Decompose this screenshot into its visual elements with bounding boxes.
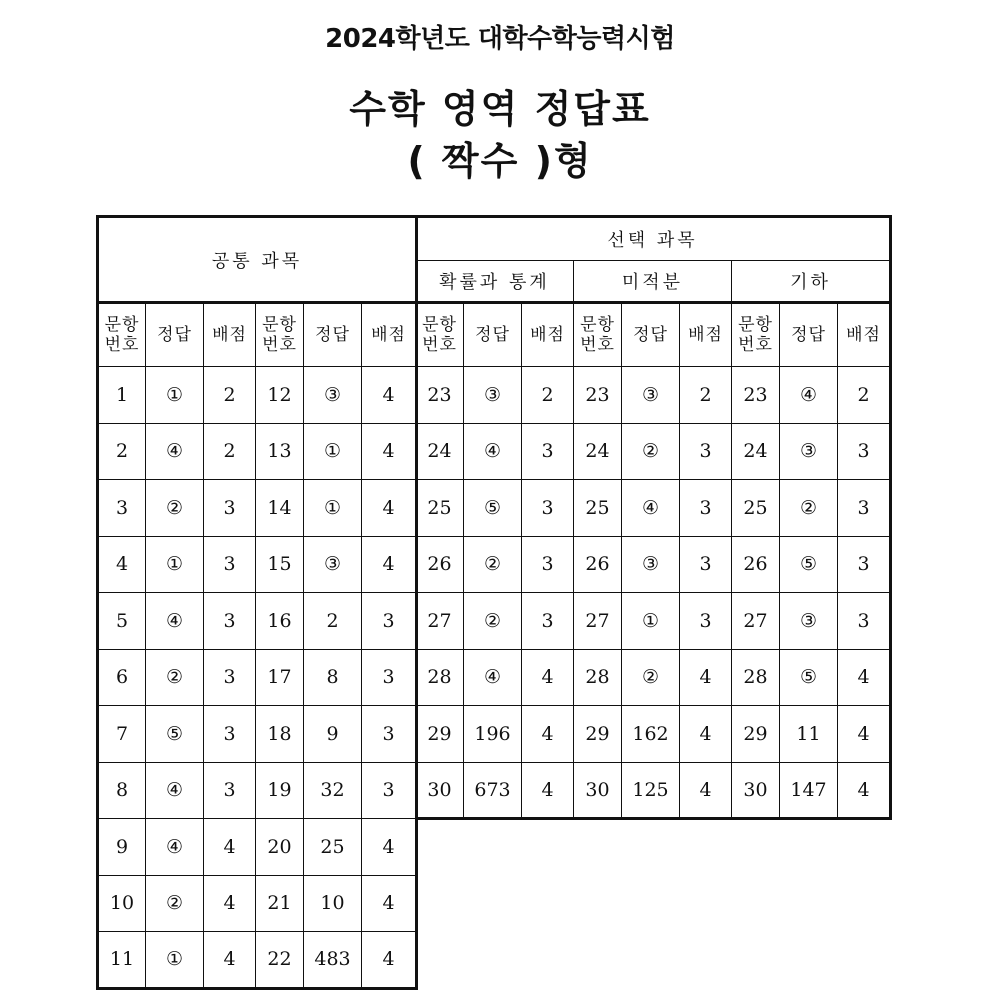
cell-points: 3 (680, 480, 732, 537)
cell-question-number: 24 (574, 423, 622, 480)
cell-points: 2 (680, 367, 732, 424)
column-header-answer: 정답 (464, 303, 522, 367)
cell-points: 4 (680, 706, 732, 763)
answer-row (98, 649, 417, 706)
cell-question-number: 29 (416, 706, 464, 763)
cell-answer: ② (622, 649, 680, 706)
cell-answer: ① (146, 932, 204, 989)
cell-points: 3 (204, 536, 256, 593)
cell-question-number: 30 (574, 762, 622, 819)
cell-answer: 11 (780, 706, 838, 763)
cell-answer: ② (780, 480, 838, 537)
cell-answer: ③ (304, 536, 362, 593)
cell-answer: ④ (146, 423, 204, 480)
cell-question-number: 26 (732, 536, 780, 593)
cell-answer: ③ (622, 536, 680, 593)
cell-question-number: 9 (98, 819, 146, 876)
answer-row (98, 536, 417, 593)
cell-answer: 147 (780, 762, 838, 819)
cell-points: 3 (838, 480, 891, 537)
cell-answer: ④ (464, 423, 522, 480)
cell-answer: 196 (464, 706, 522, 763)
cell-question-number: 11 (98, 932, 146, 989)
cell-points: 3 (362, 706, 417, 763)
cell-question-number: 29 (732, 706, 780, 763)
cell-points: 3 (838, 423, 891, 480)
cell-points: 3 (362, 649, 417, 706)
cell-points: 3 (522, 593, 574, 650)
cell-points: 4 (204, 875, 256, 932)
cell-points: 4 (680, 649, 732, 706)
answer-row (98, 875, 417, 932)
cell-points: 2 (838, 367, 891, 424)
answer-row (416, 706, 891, 763)
column-header-answer: 정답 (304, 303, 362, 367)
cell-points: 2 (522, 367, 574, 424)
cell-points: 4 (680, 762, 732, 819)
cell-points: 4 (362, 819, 417, 876)
cell-question-number: 25 (732, 480, 780, 537)
cell-points: 3 (680, 593, 732, 650)
column-header-question-number: 문항 번호 (416, 303, 464, 367)
cell-points: 4 (838, 762, 891, 819)
cell-question-number: 6 (98, 649, 146, 706)
cell-answer: ④ (780, 367, 838, 424)
cell-answer: ② (464, 536, 522, 593)
cell-points: 4 (362, 367, 417, 424)
subject-calculus: 미적분 (574, 261, 732, 303)
cell-question-number: 28 (732, 649, 780, 706)
answer-row (98, 819, 417, 876)
cell-points: 4 (838, 649, 891, 706)
common-subject-header: 공통 과목 (98, 217, 417, 303)
cell-question-number: 27 (574, 593, 622, 650)
cell-points: 4 (204, 932, 256, 989)
cell-points: 4 (204, 819, 256, 876)
column-header-answer: 정답 (622, 303, 680, 367)
cell-answer: ① (622, 593, 680, 650)
cell-answer: 673 (464, 762, 522, 819)
column-header-question-number: 문항 번호 (732, 303, 780, 367)
cell-question-number: 25 (416, 480, 464, 537)
cell-answer: 32 (304, 762, 362, 819)
cell-answer: 25 (304, 819, 362, 876)
cell-question-number: 4 (98, 536, 146, 593)
cell-points: 3 (522, 480, 574, 537)
cell-question-number: 13 (256, 423, 304, 480)
cell-question-number: 1 (98, 367, 146, 424)
column-header-question-number: 문항 번호 (256, 303, 304, 367)
cell-points: 3 (838, 593, 891, 650)
cell-points: 3 (522, 536, 574, 593)
cell-points: 3 (838, 536, 891, 593)
cell-points: 4 (362, 423, 417, 480)
cell-answer: ③ (464, 367, 522, 424)
cell-points: 4 (362, 875, 417, 932)
cell-question-number: 25 (574, 480, 622, 537)
cell-question-number: 15 (256, 536, 304, 593)
answer-row (98, 480, 417, 537)
cell-answer: ① (146, 536, 204, 593)
cell-answer: 483 (304, 932, 362, 989)
cell-question-number: 7 (98, 706, 146, 763)
exam-title: 2024학년도 대학수학능력시험 (325, 24, 675, 54)
cell-question-number: 27 (732, 593, 780, 650)
cell-question-number: 24 (416, 423, 464, 480)
cell-question-number: 16 (256, 593, 304, 650)
cell-answer: ③ (780, 593, 838, 650)
cell-answer: ③ (780, 423, 838, 480)
cell-answer: ④ (146, 819, 204, 876)
cell-answer: ② (146, 875, 204, 932)
cell-answer: ③ (622, 367, 680, 424)
answer-row (416, 480, 891, 537)
answer-row (98, 706, 417, 763)
cell-answer: ② (464, 593, 522, 650)
subject-probability-statistics: 확률과 통계 (416, 261, 574, 303)
cell-points: 3 (680, 423, 732, 480)
answer-row (98, 423, 417, 480)
cell-question-number: 23 (732, 367, 780, 424)
cell-question-number: 20 (256, 819, 304, 876)
cell-answer: ⑤ (146, 706, 204, 763)
cell-question-number: 12 (256, 367, 304, 424)
cell-points: 4 (838, 706, 891, 763)
cell-points: 2 (204, 367, 256, 424)
cell-question-number: 23 (574, 367, 622, 424)
cell-points: 3 (204, 593, 256, 650)
subject-geometry: 기하 (732, 261, 891, 303)
cell-points: 3 (204, 706, 256, 763)
cell-points: 3 (204, 762, 256, 819)
cell-question-number: 10 (98, 875, 146, 932)
cell-points: 3 (362, 762, 417, 819)
cell-question-number: 18 (256, 706, 304, 763)
cell-points: 4 (362, 480, 417, 537)
answer-sheet-title: 수학 영역 정답표 (349, 87, 651, 131)
cell-points: 4 (522, 762, 574, 819)
cell-question-number: 17 (256, 649, 304, 706)
cell-question-number: 2 (98, 423, 146, 480)
cell-points: 4 (362, 932, 417, 989)
cell-answer: ④ (146, 593, 204, 650)
cell-points: 2 (204, 423, 256, 480)
common-subject-table (96, 215, 418, 990)
answer-row (416, 593, 891, 650)
column-header-points: 배점 (680, 303, 732, 367)
cell-question-number: 3 (98, 480, 146, 537)
cell-answer: ④ (464, 649, 522, 706)
cell-question-number: 5 (98, 593, 146, 650)
cell-answer: 9 (304, 706, 362, 763)
cell-question-number: 29 (574, 706, 622, 763)
answer-row (416, 367, 891, 424)
cell-answer: ⑤ (780, 536, 838, 593)
cell-question-number: 27 (416, 593, 464, 650)
cell-question-number: 23 (416, 367, 464, 424)
exam-type-label: ( 짝수 )형 (407, 139, 593, 183)
answer-row (98, 762, 417, 819)
answer-row (416, 649, 891, 706)
cell-points: 4 (522, 706, 574, 763)
cell-answer: 8 (304, 649, 362, 706)
cell-points: 3 (204, 480, 256, 537)
column-header-points: 배점 (522, 303, 574, 367)
cell-answer: 125 (622, 762, 680, 819)
answer-row (416, 423, 891, 480)
cell-answer: ① (146, 367, 204, 424)
column-header-answer: 정답 (146, 303, 204, 367)
cell-answer: ① (304, 480, 362, 537)
column-header-points: 배점 (838, 303, 891, 367)
column-header-points: 배점 (204, 303, 256, 367)
elective-subject-header: 선택 과목 (416, 217, 891, 261)
answer-row (98, 932, 417, 989)
answer-row (416, 762, 891, 819)
answer-row (98, 367, 417, 424)
cell-answer: ② (622, 423, 680, 480)
cell-question-number: 30 (732, 762, 780, 819)
cell-answer: ⑤ (464, 480, 522, 537)
cell-answer: 10 (304, 875, 362, 932)
cell-answer: ⑤ (780, 649, 838, 706)
answer-row (416, 536, 891, 593)
column-header-answer: 정답 (780, 303, 838, 367)
cell-answer: ② (146, 480, 204, 537)
cell-answer: ④ (622, 480, 680, 537)
column-header-question-number: 문항 번호 (98, 303, 146, 367)
cell-question-number: 26 (574, 536, 622, 593)
cell-question-number: 14 (256, 480, 304, 537)
cell-question-number: 24 (732, 423, 780, 480)
cell-question-number: 26 (416, 536, 464, 593)
cell-answer: 162 (622, 706, 680, 763)
cell-answer: ① (304, 423, 362, 480)
cell-question-number: 28 (574, 649, 622, 706)
cell-question-number: 22 (256, 932, 304, 989)
cell-points: 3 (204, 649, 256, 706)
cell-points: 3 (362, 593, 417, 650)
cell-question-number: 28 (416, 649, 464, 706)
cell-points: 3 (522, 423, 574, 480)
cell-points: 4 (522, 649, 574, 706)
elective-subject-table (415, 215, 892, 820)
cell-question-number: 30 (416, 762, 464, 819)
cell-answer: ② (146, 649, 204, 706)
cell-question-number: 19 (256, 762, 304, 819)
column-header-points: 배점 (362, 303, 417, 367)
cell-points: 3 (680, 536, 732, 593)
cell-question-number: 21 (256, 875, 304, 932)
column-header-question-number: 문항 번호 (574, 303, 622, 367)
cell-answer: ③ (304, 367, 362, 424)
cell-points: 4 (362, 536, 417, 593)
answer-row (98, 593, 417, 650)
cell-question-number: 8 (98, 762, 146, 819)
cell-answer: ④ (146, 762, 204, 819)
cell-answer: 2 (304, 593, 362, 650)
